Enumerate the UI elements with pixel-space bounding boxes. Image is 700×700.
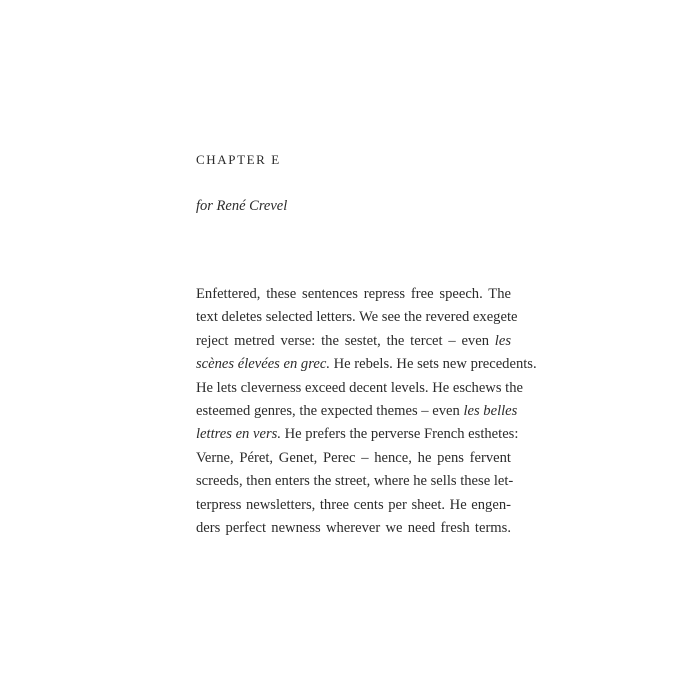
italic-phrase: les belles (463, 403, 518, 420)
dedication: for René Crevel (196, 198, 288, 214)
text-line: screeds, then enters the street, where he sells these let- (196, 473, 514, 490)
italic-phrase: lettres en vers. (196, 426, 281, 443)
text-line: He lets cleverness exceed decent levels. He eschews the (196, 379, 523, 396)
text-line: ders perfect newness wherever we need fresh terms. (196, 520, 511, 537)
text-line: terpress newsletters, three cents per sheet. He engen- (196, 496, 511, 513)
body-paragraph (196, 283, 537, 540)
chapter-heading: CHAPTER E (196, 152, 281, 167)
italic-phrase: les (494, 332, 511, 349)
text-line: scènes élevées en grec. He rebels. He sets new precedents. (196, 356, 537, 373)
text-line: reject metred verse: the sestet, the tercet – even les (196, 332, 511, 349)
italic-phrase: scènes élevées en grec. (196, 356, 330, 373)
text-line: text deletes selected letters. We see the revered exegete (196, 309, 518, 326)
text-line: esteemed genres, the expected themes – even les belles (196, 403, 518, 420)
text-line: Enfettered, these sentences repress free speech. The (196, 286, 511, 302)
text-line: Verne, Péret, Genet, Perec – hence, he pens fervent (196, 449, 511, 466)
text-line: lettres en vers. He prefers the perverse French esthetes: (196, 426, 519, 443)
